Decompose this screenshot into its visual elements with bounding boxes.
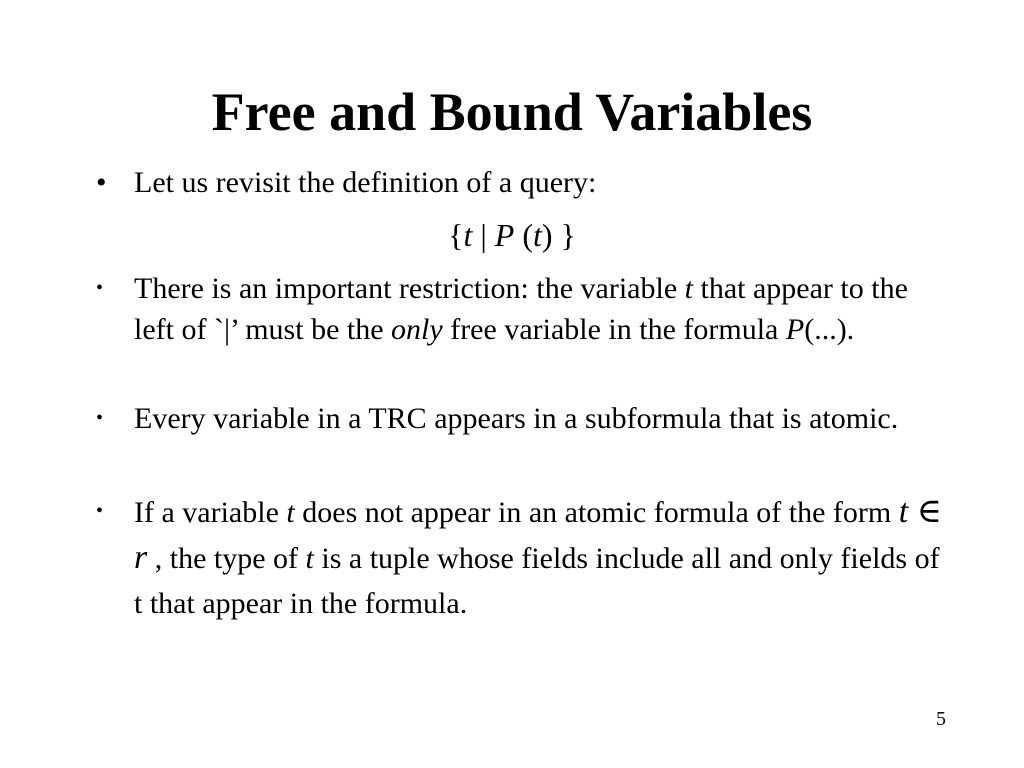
text-run: that appear to the left of `|’ must be the: [134, 272, 908, 346]
bullet-text: Every variable in a TRC appears in a subformula that is atomic.: [134, 402, 899, 435]
bullet-text: [134, 268, 946, 350]
bullet-marker: •: [96, 166, 107, 199]
variable-t: t: [286, 496, 295, 529]
bullet-item-3: [96, 398, 946, 439]
math-element-of: ∈: [908, 493, 942, 530]
variable-t: t: [684, 272, 693, 305]
variable-t: t: [305, 542, 314, 575]
math-t: t: [898, 493, 909, 530]
text-run: (...).: [804, 313, 855, 346]
text-run: does not appear in an atomic formula of the form: [294, 496, 899, 529]
bullet-text: [134, 489, 946, 626]
math-r: r: [134, 539, 148, 576]
text-run: If a variable: [134, 496, 287, 529]
bullet-item-2: [96, 268, 946, 350]
formula-close-brace: }: [560, 217, 576, 253]
bullet-item-4: [96, 489, 946, 626]
text-run: There is an important restriction: the variable: [134, 272, 685, 305]
formula-open-brace: {: [448, 217, 464, 253]
text-run: is a tuple whose fields include all and only fields of t that appear in the formula.: [134, 542, 940, 620]
formula-paren-close: ): [541, 217, 561, 253]
formula-predicate: P: [494, 217, 515, 253]
query-formula: [0, 213, 1024, 257]
formula-bar: |: [472, 217, 495, 253]
formula-var-t: t: [463, 217, 473, 253]
bullet-item-1: [96, 162, 946, 203]
bullet-marker: •: [96, 407, 104, 429]
slide-title: Free and Bound Variables: [211, 82, 813, 142]
text-run: , the type of: [147, 542, 306, 575]
emphasis-only: only: [391, 313, 443, 346]
predicate-p: P: [785, 313, 805, 346]
bullet-marker: •: [96, 277, 104, 299]
bullet-marker: •: [96, 500, 104, 522]
formula-paren-open: (: [514, 217, 533, 253]
page-number: 5: [936, 708, 946, 730]
text-run: free variable in the formula: [442, 313, 786, 346]
formula-var-t: t: [532, 217, 542, 253]
bullet-text: Let us revisit the definition of a query:: [134, 166, 597, 199]
